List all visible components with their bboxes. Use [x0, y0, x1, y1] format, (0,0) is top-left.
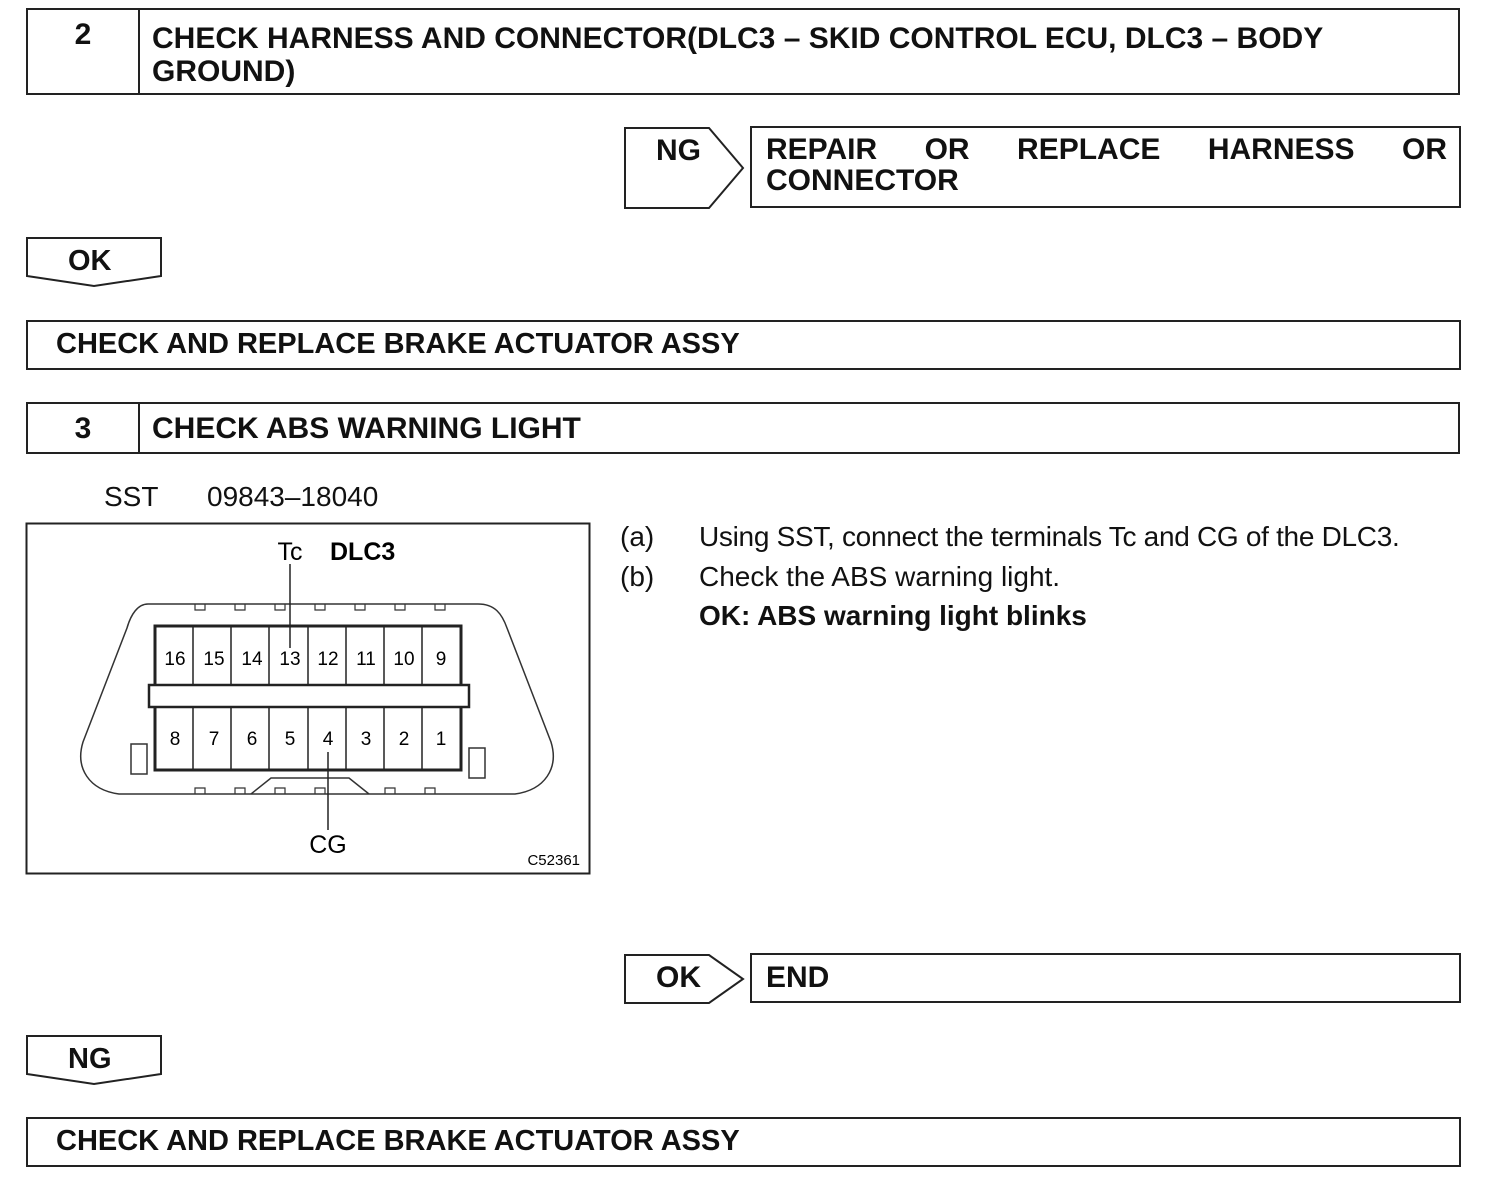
step3-ng-action-box: [26, 1117, 1461, 1167]
dlc3-label: DLC3: [330, 538, 396, 566]
step3-ng-label: NG: [68, 1043, 112, 1075]
cg-label: CG: [309, 831, 347, 859]
figure-code: C52361: [527, 852, 580, 869]
pin-7: 7: [208, 729, 220, 750]
pin-9: 9: [435, 649, 447, 670]
pin-2: 2: [398, 729, 410, 750]
step2-number: 2: [28, 10, 140, 93]
pin-1: 1: [435, 729, 447, 750]
pin-16: 16: [164, 649, 186, 670]
ok-criteria: OK: ABS warning light blinks: [699, 600, 1087, 631]
step3-header: [26, 402, 1460, 454]
step3-ok-label: OK: [656, 961, 701, 994]
pin-13: 13: [279, 649, 301, 670]
step2-ok-label: OK: [68, 245, 112, 277]
step3-title: CHECK ABS WARNING LIGHT: [152, 412, 581, 445]
sst-label: SST: [104, 481, 159, 512]
step2-ok-action-box: [26, 320, 1461, 370]
sst-number: 09843–18040: [207, 481, 379, 512]
instruction-a-marker: (a): [620, 521, 655, 552]
step2-header: [26, 8, 1460, 95]
step3-number: 3: [28, 404, 140, 452]
pin-15: 15: [203, 649, 225, 670]
pin-4: 4: [322, 729, 334, 750]
pin-14: 14: [241, 649, 263, 670]
step2-ng-action-box: [750, 126, 1461, 208]
pin-11: 11: [356, 649, 376, 670]
tc-label: Tc: [277, 538, 303, 566]
step2-title: CHECK HARNESS AND CONNECTOR(DLC3 – SKID CONTROL ECU, DLC3 – BODY GROUND): [152, 22, 1323, 88]
pin-8: 8: [169, 729, 181, 750]
dlc3-connector-figure: [25, 522, 593, 878]
pin-10: 10: [393, 649, 415, 670]
instruction-b-text: Check the ABS warning light.: [699, 561, 1061, 592]
pin-6: 6: [246, 729, 258, 750]
pin-5: 5: [284, 729, 296, 750]
step3-ng-action: CHECK AND REPLACE BRAKE ACTUATOR ASSY: [56, 1125, 740, 1157]
pin-3: 3: [360, 729, 372, 750]
step3-ok-action: END: [766, 961, 830, 994]
instruction-a-text: Using SST, connect the terminals Tc and CG of the DLC3.: [699, 521, 1400, 552]
step2-ok-action: CHECK AND REPLACE BRAKE ACTUATOR ASSY: [56, 328, 740, 360]
step3-ok-action-box: [750, 953, 1461, 1003]
pin-12: 12: [317, 649, 339, 670]
step2-ng-action: REPAIR OR REPLACE HARNESS OR CONNECTOR: [766, 133, 1447, 197]
instruction-b-marker: (b): [620, 561, 655, 592]
step2-ng-label: NG: [656, 134, 701, 167]
